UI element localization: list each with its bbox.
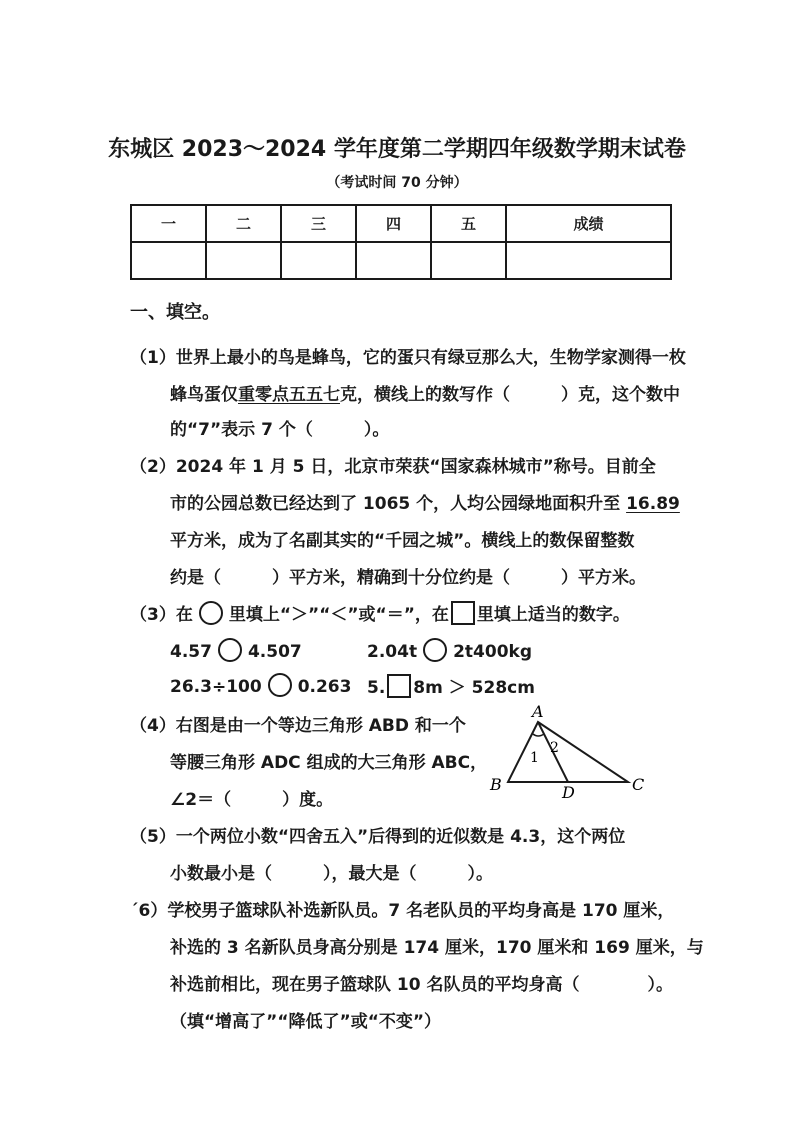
q4-line-3: ∠2＝（ ）度。 bbox=[170, 790, 334, 810]
q3-item-d bbox=[367, 673, 535, 698]
q2-text: 市的公园总数已经达到了 1065 个，人均公园绿地面积升至 bbox=[170, 494, 627, 514]
score-table-blank-row bbox=[131, 242, 671, 279]
q3-value: 5. bbox=[367, 678, 386, 698]
angle-1-label: 1 bbox=[530, 750, 539, 766]
q2-underlined-number: 16.89 bbox=[626, 494, 680, 514]
score-header-cell: 一 bbox=[131, 205, 206, 242]
score-cell bbox=[131, 242, 206, 279]
q3-value: 8m ＞ 528cm bbox=[413, 678, 535, 698]
q3-value: 26.3÷100 bbox=[170, 677, 262, 697]
q6-line-4: （填“增高了”“降低了”或“不变”） bbox=[170, 1012, 442, 1032]
q2-line-2 bbox=[170, 489, 680, 514]
q1-line-2 bbox=[170, 380, 680, 405]
q1-underlined-number: 重零点五五七 bbox=[238, 385, 340, 405]
score-cell bbox=[281, 242, 356, 279]
score-header-cell: 四 bbox=[356, 205, 431, 242]
page-title: 东城区 2023～2024 学年度第二学期四年级数学期末试卷 bbox=[108, 137, 686, 162]
q1-text: 蜂鸟蛋仅 bbox=[170, 385, 238, 405]
angle-arc bbox=[533, 734, 544, 736]
q3-value: 2t400kg bbox=[453, 642, 532, 662]
vertex-a-label: A bbox=[532, 702, 544, 721]
q3-text: （3）在 bbox=[130, 605, 193, 625]
score-cell bbox=[431, 242, 506, 279]
q3-item-a bbox=[170, 638, 302, 662]
score-cell bbox=[356, 242, 431, 279]
q2-line-1: （2）2024 年 1 月 5 日，北京市荣获“国家森林城市”称号。目前全 bbox=[130, 457, 656, 477]
vertex-c-label: C bbox=[632, 775, 645, 794]
q5-line-2: 小数最小是（ ），最大是（ ）。 bbox=[170, 864, 493, 884]
score-header-cell: 三 bbox=[281, 205, 356, 242]
q5-line-1: （5）一个两位小数“四舍五入”后得到的近似数是 4.3，这个两位 bbox=[130, 827, 626, 847]
square-blank bbox=[387, 674, 411, 698]
q4-line-1: （4）右图是由一个等边三角形 ABD 和一个 bbox=[130, 716, 466, 736]
score-table bbox=[130, 204, 672, 280]
score-table-header-row bbox=[131, 205, 671, 242]
q3-value: 2.04t bbox=[367, 642, 418, 662]
score-header-cell: 二 bbox=[206, 205, 281, 242]
q3-value: 4.507 bbox=[247, 642, 302, 662]
q3-text: 里填上适当的数字。 bbox=[476, 605, 630, 625]
q3-value: 4.57 bbox=[170, 642, 212, 662]
q6-line-2: 补选的 3 名新队员身高分别是 174 厘米，170 厘米和 169 厘米，与 bbox=[170, 938, 704, 958]
q2-line-4: 约是（ ）平方米，精确到十分位约是（ ）平方米。 bbox=[170, 568, 646, 588]
vertex-d-label: D bbox=[562, 783, 575, 800]
q3-value: 0.263 bbox=[297, 677, 352, 697]
angle-2-label: 2 bbox=[550, 740, 559, 756]
q3-item-c bbox=[170, 673, 351, 697]
triangle-figure bbox=[478, 700, 668, 800]
q2-line-3: 平方米，成为了名副其实的“千园之城”。横线上的数保留整数 bbox=[170, 531, 635, 551]
circle-blank bbox=[199, 601, 223, 625]
q3-line-1 bbox=[130, 600, 630, 625]
triangle-abc bbox=[508, 722, 628, 782]
q3-text: 里填上“＞”“＜”或“＝”，在 bbox=[228, 605, 449, 625]
q3-item-b bbox=[367, 638, 532, 662]
section-title: 一、填空。 bbox=[130, 302, 220, 323]
q1-line-1: （1）世界上最小的鸟是蜂鸟，它的蛋只有绿豆那么大，生物学家测得一枚 bbox=[130, 348, 686, 368]
score-header-cell: 五 bbox=[431, 205, 506, 242]
q6-line-3: 补选前相比，现在男子篮球队 10 名队员的平均身高（ ）。 bbox=[170, 975, 673, 995]
circle-blank bbox=[218, 638, 242, 662]
exam-duration: （考试时间 70 分钟） bbox=[326, 175, 468, 191]
circle-blank bbox=[423, 638, 447, 662]
score-header-cell: 成绩 bbox=[506, 205, 671, 242]
square-blank bbox=[451, 601, 475, 625]
circle-blank bbox=[268, 673, 292, 697]
vertex-b-label: B bbox=[490, 775, 502, 794]
q1-text: 克，横线上的数写作（ ）克，这个数中 bbox=[340, 385, 680, 405]
score-cell bbox=[206, 242, 281, 279]
q4-line-2: 等腰三角形 ADC 组成的大三角形 ABC， bbox=[170, 753, 488, 773]
q1-line-3: 的“7”表示 7 个（ ）。 bbox=[170, 420, 390, 440]
score-cell bbox=[506, 242, 671, 279]
q6-line-1: ´6）学校男子篮球队补选新队员。7 名老队员的平均身高是 170 厘米， bbox=[130, 901, 675, 921]
